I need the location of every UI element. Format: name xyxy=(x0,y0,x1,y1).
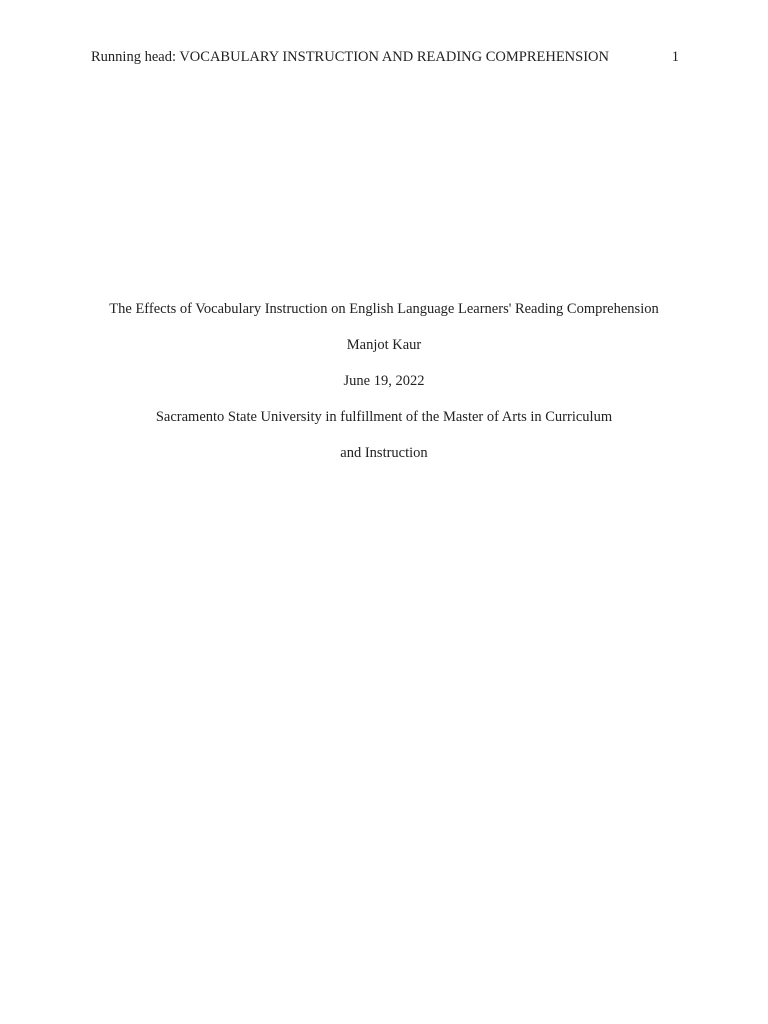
submission-date: June 19, 2022 xyxy=(343,373,425,389)
affiliation-line-1: Sacramento State University in fulfillment of the Master of Arts in Curriculum xyxy=(155,409,613,425)
paper-title: The Effects of Vocabulary Instruction on English Language Learners' Reading Comprehension xyxy=(109,301,659,317)
author-name: Manjot Kaur xyxy=(346,337,422,353)
affiliation-line-2: and Instruction xyxy=(340,445,428,461)
page-header xyxy=(91,47,681,67)
page-number: 1 xyxy=(671,49,679,65)
title-block xyxy=(0,299,768,479)
running-head: Running head: VOCABULARY INSTRUCTION AND READING COMPREHENSION xyxy=(91,49,609,65)
